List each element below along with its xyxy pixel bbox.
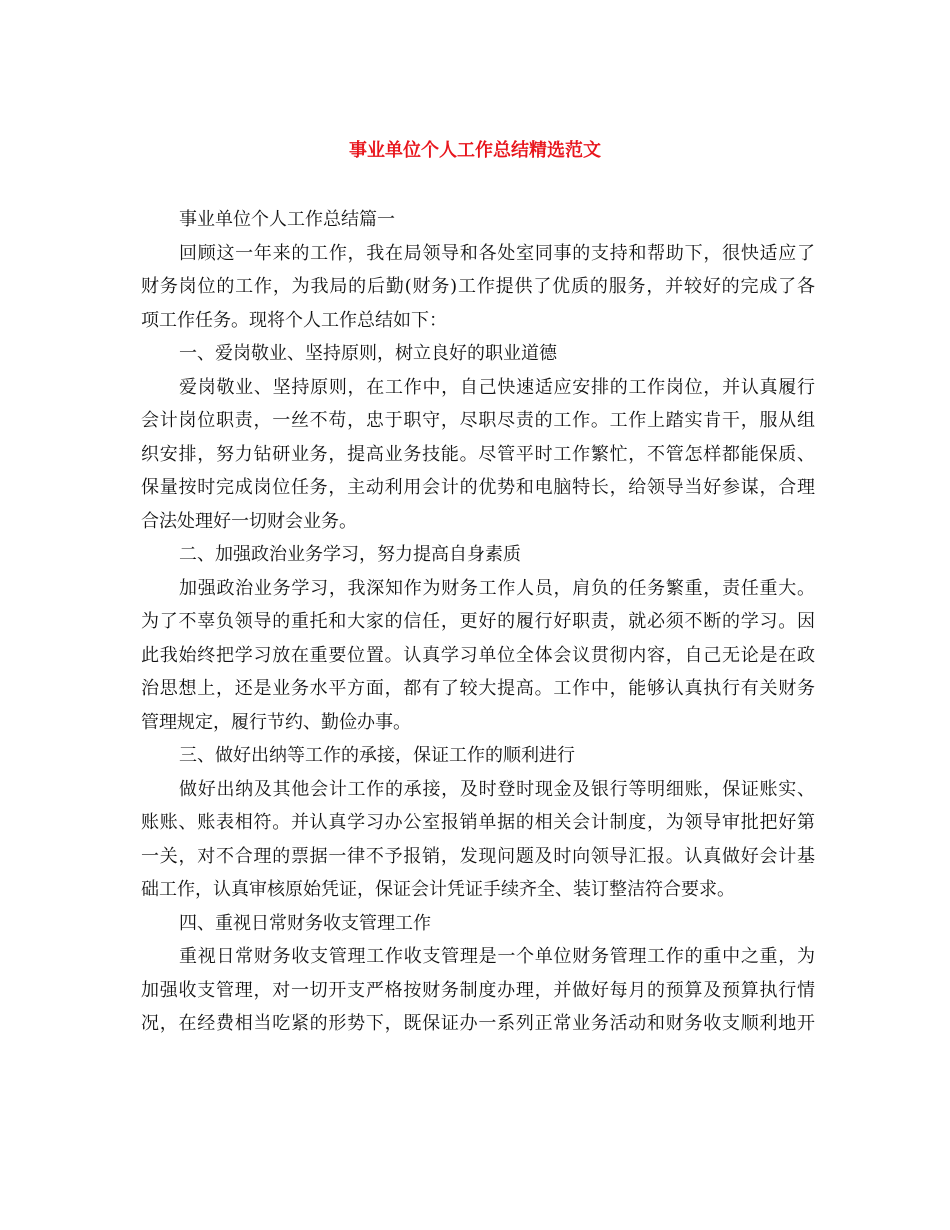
body-text-line: 四、重视日常财务收支管理工作 (179, 912, 431, 934)
body-text-line: 账账、账表相符。并认真学习办公室报销单据的相关会计制度，为领导审批把好第 (141, 812, 815, 833)
body-text-line: 保量按时完成岗位任务，主动利用会计的优势和电脑特长，给领导当好参谋，合理 (141, 477, 815, 498)
body-text-line: 做好出纳及其他会计工作的承接，及时登时现金及银行等明细账，保证账实、 (179, 778, 815, 800)
body-text-line: 二、加强政治业务学习，努力提高自身素质 (179, 544, 521, 565)
body-text-line: 三、做好出纳等工作的承接，保证工作的顺利进行 (179, 745, 575, 766)
document-body (141, 203, 815, 1041)
body-text-line: 重视日常财务收支管理工作收支管理是一个单位财务管理工作的重中之重，为 (179, 946, 815, 967)
body-text-line: 合法处理好一切财会业务。 (141, 510, 357, 532)
body-text-line: 治思想上，还是业务水平方面，都有了较大提高。工作中，能够认真执行有关财务 (141, 678, 815, 699)
body-text-line: 加强收支管理，对一切开支严格按财务制度办理，并做好每月的预算及预算执行情 (141, 979, 815, 1001)
body-text-line: 况，在经费相当吃紧的形势下，既保证办一系列正常业务活动和财务收支顺利地开 (141, 1013, 815, 1034)
body-text-line: 财务岗位的工作，为我局的后勤(财务)工作提供了优质的服务，并较好的完成了各 (141, 276, 815, 297)
body-text-line: 管理规定，履行节约、勤俭办事。 (141, 711, 411, 733)
body-text-line: 为了不辜负领导的重托和大家的信任，更好的履行好职责，就必须不断的学习。因 (141, 611, 815, 632)
body-text-line: 一、爱岗敬业、坚持原则，树立良好的职业道德 (179, 343, 557, 364)
body-text-line: 础工作，认真审核原始凭证，保证会计凭证手续齐全、装订整洁符合要求。 (141, 879, 735, 900)
body-text-line: 此我始终把学习放在重要位置。认真学习单位全体会议贯彻内容，自己无论是在政 (141, 644, 815, 666)
body-text-line: 爱岗敬业、坚持原则，在工作中，自己快速适应安排的工作岗位，并认真履行 (179, 376, 815, 398)
body-text-line: 回顾这一年来的工作，我在局领导和各处室同事的支持和帮助下，很快适应了 (179, 242, 815, 264)
body-text-line: 事业单位个人工作总结篇一 (179, 209, 395, 230)
body-text-line: 加强政治业务学习，我深知作为财务工作人员，肩负的任务繁重，责任重大。 (179, 577, 815, 599)
body-text-line: 会计岗位职责，一丝不苟，忠于职守，尽职尽责的工作。工作上踏实肯干，服从组 (141, 410, 815, 431)
document-title: 事业单位个人工作总结精选范文 (349, 140, 601, 161)
body-text-line: 一关，对不合理的票据一律不予报销，发现问题及时向领导汇报。认真做好会计基 (141, 845, 815, 867)
body-text-line: 织安排，努力钻研业务，提高业务技能。尽管平时工作繁忙，不管怎样都能保质、 (141, 443, 815, 465)
body-text-line: 项工作任务。现将个人工作总结如下： (141, 309, 447, 331)
